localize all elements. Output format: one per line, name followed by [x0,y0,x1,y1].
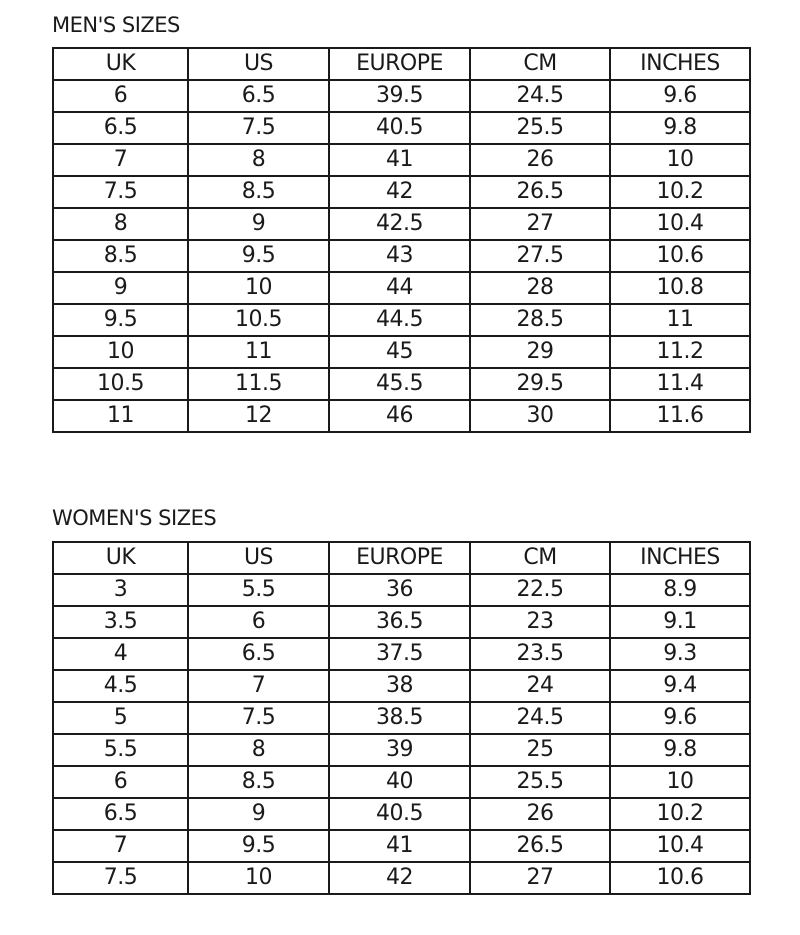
cell-us: 8 [188,144,329,176]
table-row [53,336,750,368]
cell-europe: 45 [329,336,470,368]
cell-inches: 10 [610,144,750,176]
womens-sizes-title: WOMEN'S SIZES [52,506,217,530]
header-row [53,48,750,80]
cell-cm: 29 [470,336,610,368]
table-row [53,304,750,336]
mens-sizes-title: MEN'S SIZES [52,13,180,37]
cell-inches: 9.4 [610,670,750,702]
cell-cm: 28.5 [470,304,610,336]
table-row [53,766,750,798]
table-row [53,208,750,240]
table-row [53,574,750,606]
cell-us: 9 [188,208,329,240]
cell-europe: 39.5 [329,80,470,112]
cell-europe: 40 [329,766,470,798]
column-header-uk: UK [53,48,188,80]
cell-inches: 9.6 [610,80,750,112]
cell-europe: 38 [329,670,470,702]
table-row [53,638,750,670]
table-row [53,368,750,400]
cell-us: 8.5 [188,766,329,798]
cell-inches: 9.6 [610,702,750,734]
cell-uk: 8.5 [53,240,188,272]
cell-europe: 44.5 [329,304,470,336]
cell-cm: 26.5 [470,830,610,862]
cell-europe: 40.5 [329,798,470,830]
cell-europe: 46 [329,400,470,432]
cell-cm: 25.5 [470,766,610,798]
cell-uk: 7.5 [53,862,188,894]
cell-cm: 26 [470,798,610,830]
table-header [53,48,750,80]
cell-uk: 6 [53,766,188,798]
table-row [53,798,750,830]
cell-europe: 45.5 [329,368,470,400]
cell-europe: 41 [329,830,470,862]
womens-size-table [52,541,751,895]
cell-cm: 29.5 [470,368,610,400]
cell-europe: 39 [329,734,470,766]
cell-europe: 37.5 [329,638,470,670]
column-header-us: US [188,48,329,80]
cell-europe: 44 [329,272,470,304]
table-row [53,830,750,862]
cell-cm: 23 [470,606,610,638]
cell-inches: 10.4 [610,208,750,240]
cell-europe: 38.5 [329,702,470,734]
cell-cm: 26.5 [470,176,610,208]
cell-europe: 42 [329,176,470,208]
cell-cm: 23.5 [470,638,610,670]
table-row [53,176,750,208]
column-header-cm: CM [470,48,610,80]
cell-uk: 5 [53,702,188,734]
cell-inches: 11.2 [610,336,750,368]
cell-europe: 40.5 [329,112,470,144]
table-row [53,862,750,894]
table-body [53,80,750,432]
cell-cm: 30 [470,400,610,432]
cell-inches: 11.6 [610,400,750,432]
cell-europe: 41 [329,144,470,176]
mens-size-table [52,47,751,433]
cell-us: 11.5 [188,368,329,400]
table-header [53,542,750,574]
cell-europe: 36.5 [329,606,470,638]
cell-uk: 6.5 [53,798,188,830]
cell-uk: 4.5 [53,670,188,702]
column-header-us: US [188,542,329,574]
table-row [53,606,750,638]
table-row [53,240,750,272]
cell-us: 9 [188,798,329,830]
cell-us: 6.5 [188,638,329,670]
cell-us: 9.5 [188,830,329,862]
cell-inches: 9.3 [610,638,750,670]
cell-inches: 10.6 [610,240,750,272]
cell-inches: 8.9 [610,574,750,606]
cell-us: 6 [188,606,329,638]
cell-us: 8.5 [188,176,329,208]
cell-uk: 9.5 [53,304,188,336]
column-header-uk: UK [53,542,188,574]
cell-us: 9.5 [188,240,329,272]
cell-inches: 9.8 [610,734,750,766]
cell-inches: 11 [610,304,750,336]
cell-inches: 11.4 [610,368,750,400]
cell-us: 8 [188,734,329,766]
cell-cm: 24.5 [470,80,610,112]
cell-inches: 10.2 [610,798,750,830]
cell-inches: 10.6 [610,862,750,894]
table-row [53,400,750,432]
cell-us: 10.5 [188,304,329,336]
cell-cm: 25.5 [470,112,610,144]
cell-inches: 9.8 [610,112,750,144]
column-header-inches: INCHES [610,48,750,80]
cell-us: 12 [188,400,329,432]
column-header-europe: EUROPE [329,542,470,574]
cell-us: 6.5 [188,80,329,112]
cell-uk: 8 [53,208,188,240]
cell-us: 11 [188,336,329,368]
column-header-cm: CM [470,542,610,574]
cell-uk: 7 [53,144,188,176]
cell-inches: 9.1 [610,606,750,638]
cell-uk: 10.5 [53,368,188,400]
table-body [53,574,750,894]
table-row [53,80,750,112]
cell-us: 10 [188,272,329,304]
cell-cm: 27 [470,862,610,894]
cell-uk: 3.5 [53,606,188,638]
cell-inches: 10.2 [610,176,750,208]
cell-inches: 10 [610,766,750,798]
cell-cm: 24 [470,670,610,702]
cell-cm: 24.5 [470,702,610,734]
cell-uk: 6.5 [53,112,188,144]
cell-cm: 28 [470,272,610,304]
cell-uk: 7 [53,830,188,862]
cell-uk: 7.5 [53,176,188,208]
cell-us: 7 [188,670,329,702]
cell-cm: 27 [470,208,610,240]
cell-uk: 4 [53,638,188,670]
cell-us: 7.5 [188,112,329,144]
cell-inches: 10.4 [610,830,750,862]
column-header-inches: INCHES [610,542,750,574]
cell-us: 7.5 [188,702,329,734]
table-row [53,272,750,304]
table-row [53,670,750,702]
cell-cm: 25 [470,734,610,766]
cell-cm: 22.5 [470,574,610,606]
cell-us: 10 [188,862,329,894]
cell-uk: 3 [53,574,188,606]
cell-europe: 43 [329,240,470,272]
table-row [53,702,750,734]
cell-europe: 36 [329,574,470,606]
cell-uk: 5.5 [53,734,188,766]
header-row [53,542,750,574]
cell-cm: 26 [470,144,610,176]
table-row [53,112,750,144]
cell-uk: 10 [53,336,188,368]
cell-cm: 27.5 [470,240,610,272]
table-row [53,144,750,176]
cell-europe: 42.5 [329,208,470,240]
cell-us: 5.5 [188,574,329,606]
table-row [53,734,750,766]
cell-inches: 10.8 [610,272,750,304]
cell-uk: 9 [53,272,188,304]
cell-uk: 11 [53,400,188,432]
cell-uk: 6 [53,80,188,112]
cell-europe: 42 [329,862,470,894]
column-header-europe: EUROPE [329,48,470,80]
